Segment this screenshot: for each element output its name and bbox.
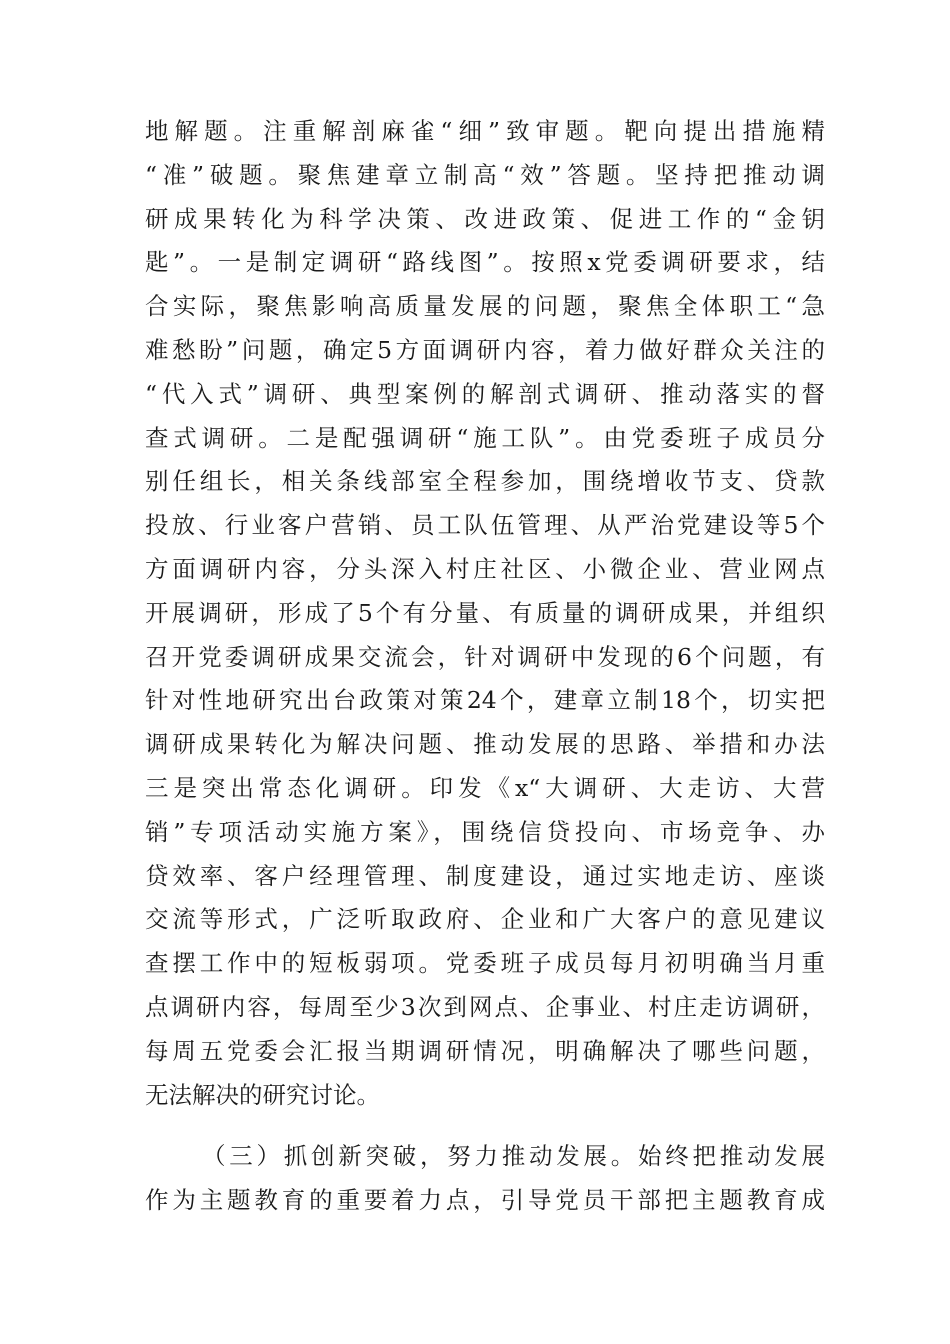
text-line: 调研成果转化为解决问题、推动发展的思路、举措和办法 [145, 730, 825, 759]
text-line: 匙”。一是制定调研“路线图”。按照x党委调研要求，结 [145, 248, 825, 277]
text-line: 贷效率、客户经理管理、制度建设，通过实地走访、座谈 [145, 861, 825, 890]
text-line: 作为主题教育的重要着力点，引导党员干部把主题教育成 [145, 1186, 825, 1215]
text-line: 交流等形式，广泛听取政府、企业和广大客户的意见建议 [145, 905, 825, 934]
text-line: 点调研内容，每周至少3次到网点、企事业、村庄走访调研， [145, 992, 825, 1021]
text-line: 开展调研，形成了5个有分量、有质量的调研成果，并组织 [145, 598, 825, 627]
text-line: 销”专项活动实施方案》，围绕信贷投向、市场竞争、办 [145, 817, 825, 846]
document-body [145, 110, 825, 1223]
text-line: 难愁盼”问题，确定5方面调研内容，着力做好群众关注的 [145, 335, 825, 364]
text-line: 每周五党委会汇报当期调研情况，明确解决了哪些问题， [145, 1036, 825, 1065]
text-line: 针对性地研究出台政策对策24个，建章立制18个，切实把 [145, 686, 825, 715]
text-line: 研成果转化为科学决策、改进政策、促进工作的“金钥 [145, 204, 825, 233]
text-line: 方面调研内容，分头深入村庄社区、小微企业、营业网点 [145, 554, 825, 583]
text-line: “代入式”调研、典型案例的解剖式调研、推动落实的督 [145, 379, 825, 408]
text-line: 三是突出常态化调研。印发《x“大调研、大走访、大营 [145, 773, 825, 802]
text-line: 查摆工作中的短板弱项。党委班子成员每月初明确当月重 [145, 949, 825, 978]
text-line: 别任组长，相关条线部室全程参加，围绕增收节支、贷款 [145, 467, 825, 496]
text-line: 地解题。注重解剖麻雀“细”致审题。靶向提出措施精 [145, 117, 825, 145]
text-line: 查式调研。二是配强调研“施工队”。由党委班子成员分 [145, 423, 825, 452]
text-line: “准”破题。聚焦建章立制高“效”答题。坚持把推动调 [145, 160, 825, 189]
text-line: 无法解决的研究讨论。 [145, 1080, 380, 1109]
text-line: 召开党委调研成果交流会，针对调研中发现的6个问题，有 [145, 642, 825, 671]
section-heading-line: （三）抓创新突破，努力推动发展。始终把推动发展 [202, 1142, 825, 1171]
text-line: 合实际，聚焦影响高质量发展的问题，聚焦全体职工“急 [145, 292, 825, 321]
text-line: 投放、行业客户营销、员工队伍管理、从严治党建设等5个 [145, 511, 825, 540]
